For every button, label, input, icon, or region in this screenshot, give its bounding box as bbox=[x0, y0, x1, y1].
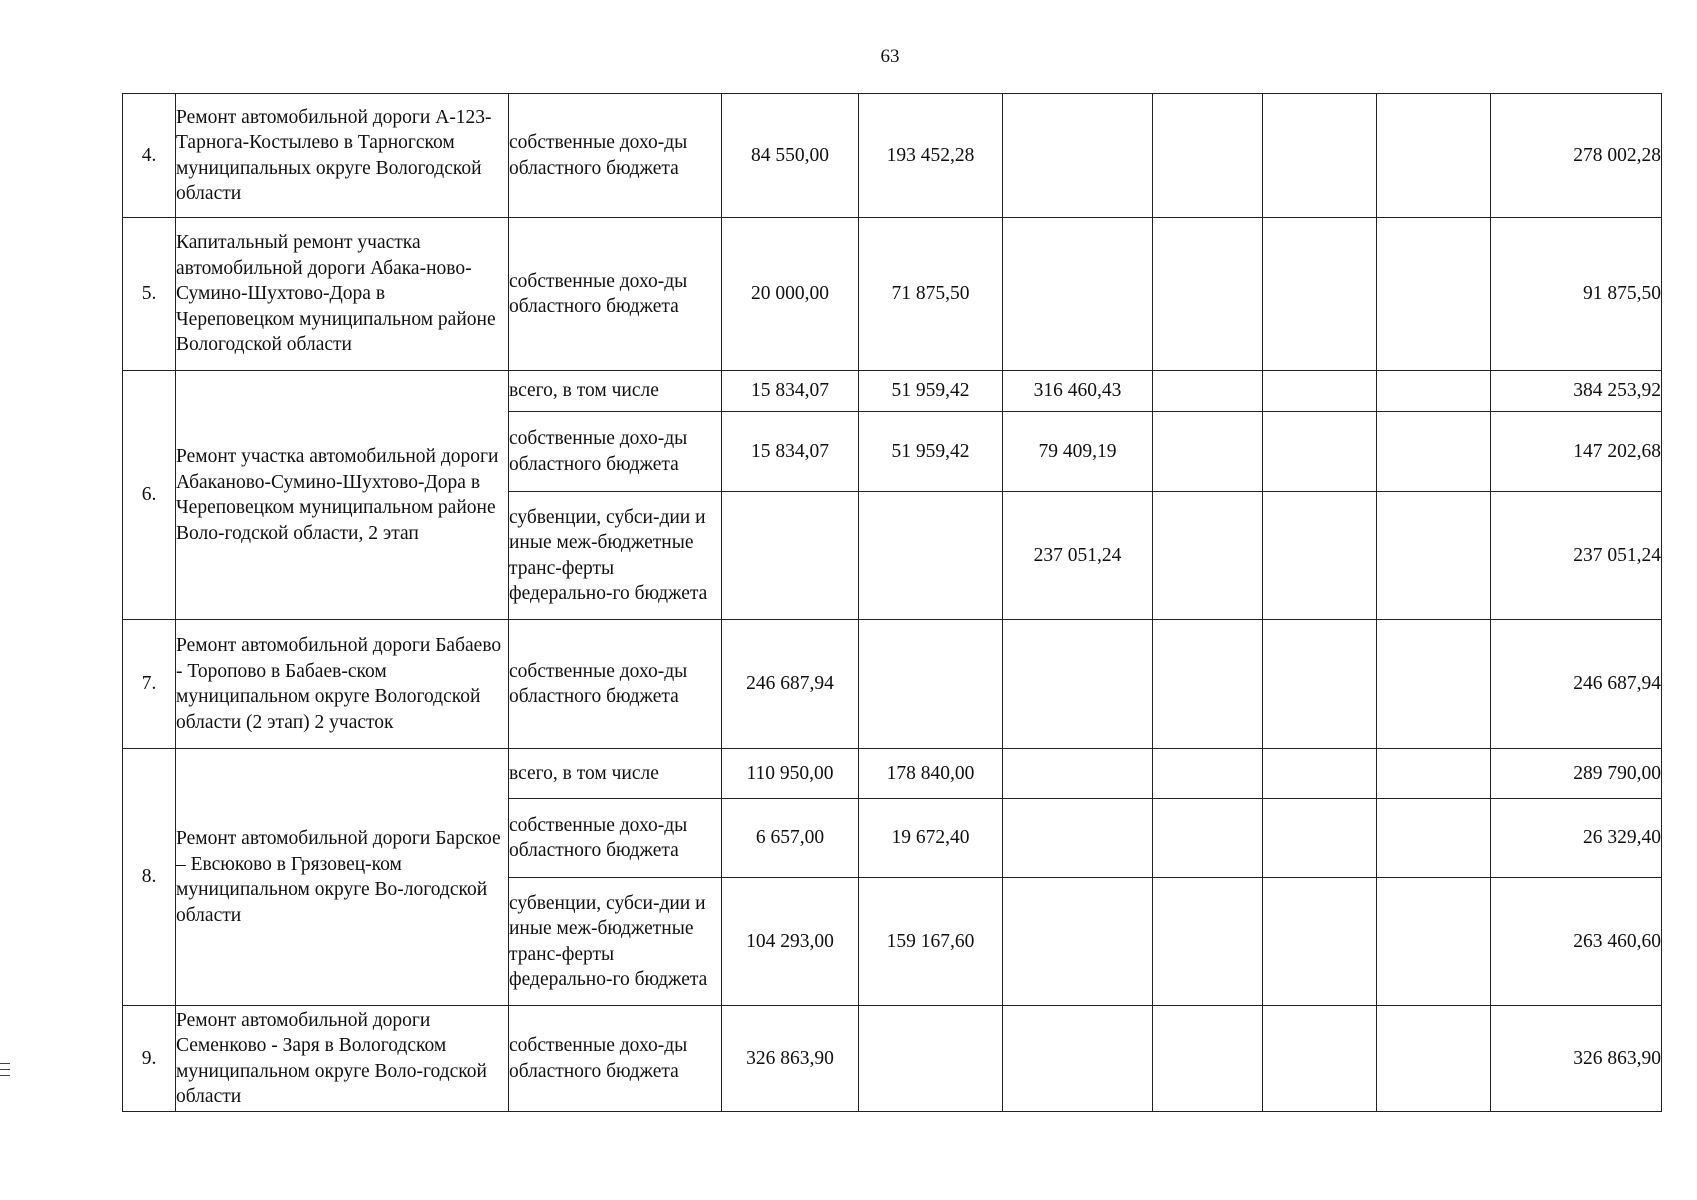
amount-cell: 15 834,07 bbox=[722, 412, 859, 492]
amount-cell bbox=[1263, 371, 1377, 412]
funding-source: собственные дохо-ды областного бюджета bbox=[509, 94, 722, 218]
amount-cell bbox=[1263, 878, 1377, 1006]
scan-edge-mark bbox=[0, 1063, 10, 1081]
amount-cell: 326 863,90 bbox=[722, 1006, 859, 1112]
amount-cell: 79 409,19 bbox=[1003, 412, 1153, 492]
amount-cell bbox=[1153, 799, 1263, 878]
amount-cell bbox=[1263, 799, 1377, 878]
total-cell: 237 051,24 bbox=[1491, 492, 1662, 620]
amount-cell bbox=[1003, 620, 1153, 749]
amount-cell: 178 840,00 bbox=[859, 749, 1003, 799]
amount-cell bbox=[1263, 749, 1377, 799]
project-name: Ремонт автомобильной дороги Бабаево - Торопово в Бабаев-ском муниципальном округе Вологодской области (2 этап) 2 участок bbox=[176, 620, 509, 749]
row-number: 5. bbox=[123, 218, 176, 371]
amount-cell: 193 452,28 bbox=[859, 94, 1003, 218]
amount-cell bbox=[859, 620, 1003, 749]
project-name: Капитальный ремонт участка автомобильной дороги Абака-ново-Сумино-Шухтово-Дора в Череповецком муниципальном районе Вологодской области bbox=[176, 218, 509, 371]
amount-cell bbox=[1377, 749, 1491, 799]
amount-cell: 6 657,00 bbox=[722, 799, 859, 878]
amount-cell: 51 959,42 bbox=[859, 412, 1003, 492]
amount-cell bbox=[1003, 878, 1153, 1006]
amount-cell bbox=[1153, 878, 1263, 1006]
project-name: Ремонт автомобильной дороги Семенково - Заря в Вологодском муниципальном округе Воло-годской области bbox=[176, 1006, 509, 1112]
amount-cell bbox=[1153, 1006, 1263, 1112]
amount-cell bbox=[1153, 94, 1263, 218]
funding-source: субвенции, субси-дии и иные меж-бюджетные транс-ферты федерально-го бюджета bbox=[509, 492, 722, 620]
funding-source: собственные дохо-ды областного бюджета bbox=[509, 412, 722, 492]
amount-cell: 51 959,42 bbox=[859, 371, 1003, 412]
amount-cell bbox=[1377, 799, 1491, 878]
table-row bbox=[123, 371, 1662, 412]
funding-source: субвенции, субси-дии и иные меж-бюджетные транс-ферты федерально-го бюджета bbox=[509, 878, 722, 1006]
row-number: 6. bbox=[123, 371, 176, 620]
row-number: 8. bbox=[123, 749, 176, 1006]
amount-cell: 84 550,00 bbox=[722, 94, 859, 218]
amount-cell bbox=[1377, 371, 1491, 412]
amount-cell bbox=[1263, 492, 1377, 620]
amount-cell bbox=[1153, 749, 1263, 799]
project-name: Ремонт автомобильной дороги А-123-Тарнога-Костылево в Тарногском муниципальных округе Вологодской области bbox=[176, 94, 509, 218]
total-cell: 26 329,40 bbox=[1491, 799, 1662, 878]
amount-cell bbox=[1003, 749, 1153, 799]
total-cell: 326 863,90 bbox=[1491, 1006, 1662, 1112]
total-cell: 263 460,60 bbox=[1491, 878, 1662, 1006]
funding-source: собственные дохо-ды областного бюджета bbox=[509, 620, 722, 749]
amount-cell bbox=[859, 492, 1003, 620]
amount-cell bbox=[1263, 1006, 1377, 1112]
amount-cell bbox=[1153, 218, 1263, 371]
amount-cell bbox=[1377, 218, 1491, 371]
amount-cell: 71 875,50 bbox=[859, 218, 1003, 371]
amount-cell: 19 672,40 bbox=[859, 799, 1003, 878]
amount-cell bbox=[1263, 620, 1377, 749]
amount-cell bbox=[1263, 412, 1377, 492]
amount-cell bbox=[1153, 492, 1263, 620]
project-name: Ремонт участка автомобильной дороги Абаканово-Сумино-Шухтово-Дора в Череповецком муниципальном районе Воло-годской области, 2 этап bbox=[176, 371, 509, 620]
total-cell: 147 202,68 bbox=[1491, 412, 1662, 492]
total-cell: 289 790,00 bbox=[1491, 749, 1662, 799]
amount-cell: 110 950,00 bbox=[722, 749, 859, 799]
amount-cell bbox=[1377, 412, 1491, 492]
amount-cell bbox=[722, 492, 859, 620]
project-name: Ремонт автомобильной дороги Барское – Евсюково в Грязовец-ком муниципальном округе Во-логодской области bbox=[176, 749, 509, 1006]
table-row bbox=[123, 620, 1662, 749]
amount-cell bbox=[1003, 799, 1153, 878]
amount-cell bbox=[1263, 94, 1377, 218]
amount-cell bbox=[1377, 94, 1491, 218]
amount-cell bbox=[1377, 1006, 1491, 1112]
amount-cell bbox=[1153, 412, 1263, 492]
total-cell: 278 002,28 bbox=[1491, 94, 1662, 218]
row-number: 9. bbox=[123, 1006, 176, 1112]
table-row bbox=[123, 749, 1662, 799]
funding-source: всего, в том числе bbox=[509, 749, 722, 799]
amount-cell: 104 293,00 bbox=[722, 878, 859, 1006]
page-number: 63 bbox=[880, 46, 900, 67]
amount-cell bbox=[1263, 218, 1377, 371]
row-number: 4. bbox=[123, 94, 176, 218]
amount-cell bbox=[1153, 620, 1263, 749]
amount-cell: 15 834,07 bbox=[722, 371, 859, 412]
amount-cell bbox=[1003, 218, 1153, 371]
budget-table bbox=[122, 93, 1662, 1112]
amount-cell bbox=[859, 1006, 1003, 1112]
amount-cell bbox=[1003, 1006, 1153, 1112]
amount-cell bbox=[1377, 878, 1491, 1006]
amount-cell: 20 000,00 bbox=[722, 218, 859, 371]
table-row bbox=[123, 218, 1662, 371]
funding-source: собственные дохо-ды областного бюджета bbox=[509, 218, 722, 371]
row-number: 7. bbox=[123, 620, 176, 749]
amount-cell: 316 460,43 bbox=[1003, 371, 1153, 412]
table-row bbox=[123, 94, 1662, 218]
amount-cell bbox=[1377, 492, 1491, 620]
amount-cell: 237 051,24 bbox=[1003, 492, 1153, 620]
funding-source: собственные дохо-ды областного бюджета bbox=[509, 1006, 722, 1112]
total-cell: 246 687,94 bbox=[1491, 620, 1662, 749]
total-cell: 91 875,50 bbox=[1491, 218, 1662, 371]
amount-cell: 246 687,94 bbox=[722, 620, 859, 749]
total-cell: 384 253,92 bbox=[1491, 371, 1662, 412]
funding-source: собственные дохо-ды областного бюджета bbox=[509, 799, 722, 878]
table-row bbox=[123, 1006, 1662, 1112]
amount-cell bbox=[1003, 94, 1153, 218]
amount-cell bbox=[1153, 371, 1263, 412]
amount-cell: 159 167,60 bbox=[859, 878, 1003, 1006]
funding-source: всего, в том числе bbox=[509, 371, 722, 412]
amount-cell bbox=[1377, 620, 1491, 749]
